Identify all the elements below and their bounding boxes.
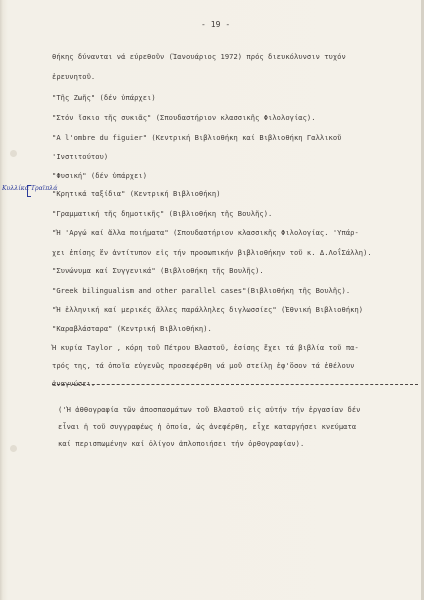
text-line: "Συνώνυμα καί Συγγενικά" (Βιβλιοθήκη τῆς Βουλῆς). [52, 266, 264, 275]
text-line: "Τῆς Ζωῆς" (δέν ὑπάρχει) [52, 93, 156, 102]
margin-bracket [27, 185, 31, 197]
text-line: τρός της, τά ὁποῖα εὐγενῶς προσεφέρθη νά μοῦ στείλῃ ἐφ'ὅσον τά ἐθέλουν [52, 361, 355, 370]
text-line: χει ἐπίσης ἕν ἀντίτυπον εἰς τήν προσωπικήν βιβλιοθήκην τοῦ κ. Δ.ΛοΐΣάλλη). [52, 248, 372, 257]
footnote-line: εἶναι ἡ τοῦ συγγραφέως ἡ ὁποία, ὡς ἀνεφέρθη, εἶχε καταργήσει κνεύματα [58, 422, 357, 431]
text-line: ἀναγνώσει. [52, 379, 96, 388]
text-line: "Καραβλάσταρα" (Κεντρική Βιβλιοθήκη). [52, 324, 212, 333]
text-line: "Κρητικά ταξίδια" (Κεντρική Βιβλιοθήκη) [52, 189, 221, 198]
handwritten-margin-note: Κυλλίκα Τραϊπλά [2, 185, 58, 192]
punch-hole [10, 150, 17, 157]
text-line: Ἡ κυρία Taylor , κόρη τοῦ Πέτρου Βλαστοῦ, ἐσίσης ἔχει τά βιβλία τοῦ πα- [52, 343, 359, 352]
text-line: θήκης δύνανται νά εύρεθοῦν (Ἰανουάριος 1972) πρός διευκόλυνσιν τυχόν [52, 52, 346, 61]
text-line: "Ἡ ἑλληνική καί μερικές ἄλλες παράλληλες διγλωσσίες" (Ἐθνική Βιβλιοθήκη) [52, 305, 364, 314]
punch-hole [10, 445, 17, 452]
text-line: "Γραμματική τῆς δημοτικῆς" (Βιβλιοθήκη τῆς Βουλῆς). [52, 209, 273, 218]
text-line: "A l'ombre du figuier" (Κεντρική Βιβλιοθήκη καί Βιβλιοθήκη Γαλλικοῦ [52, 133, 342, 142]
text-line: "Φυσική" (δέν ὑπάρχει) [52, 171, 148, 180]
footnote-line: ('Ἡ ἀθθογραφία τῶν ἀποσπασμάτων τοῦ Βλαστοῦ εἰς αὐτήν τήν ἐργασίαν δέν [58, 405, 361, 414]
text-line: ἐρευνητοῦ. [52, 72, 96, 81]
text-line: "Greek bilingualism and other parallel cases"(Βιβλιοθήκη τῆς Βουλῆς). [52, 286, 351, 295]
page-number: - 19 - [201, 20, 231, 29]
text-line: "Ἡ 'Αργώ καί ἄλλα ποιήματα" (Σπουδαστήριον κλασσικῆς Φιλολογίας. 'Υπάρ- [52, 228, 359, 237]
text-line: 'Ινστιτούτου) [52, 152, 109, 161]
text-line: "Στόν ἴσκιο τῆς συκιᾶς" (Σπουδαστήριον κλασσικῆς Φιλολογίας). [52, 113, 316, 122]
footnote-line: καί περισπωμένην καί ὀλίγον ἀπλοποιήσει τήν ὀρθογραφίαν). [58, 439, 305, 448]
separator-rule [52, 384, 418, 385]
